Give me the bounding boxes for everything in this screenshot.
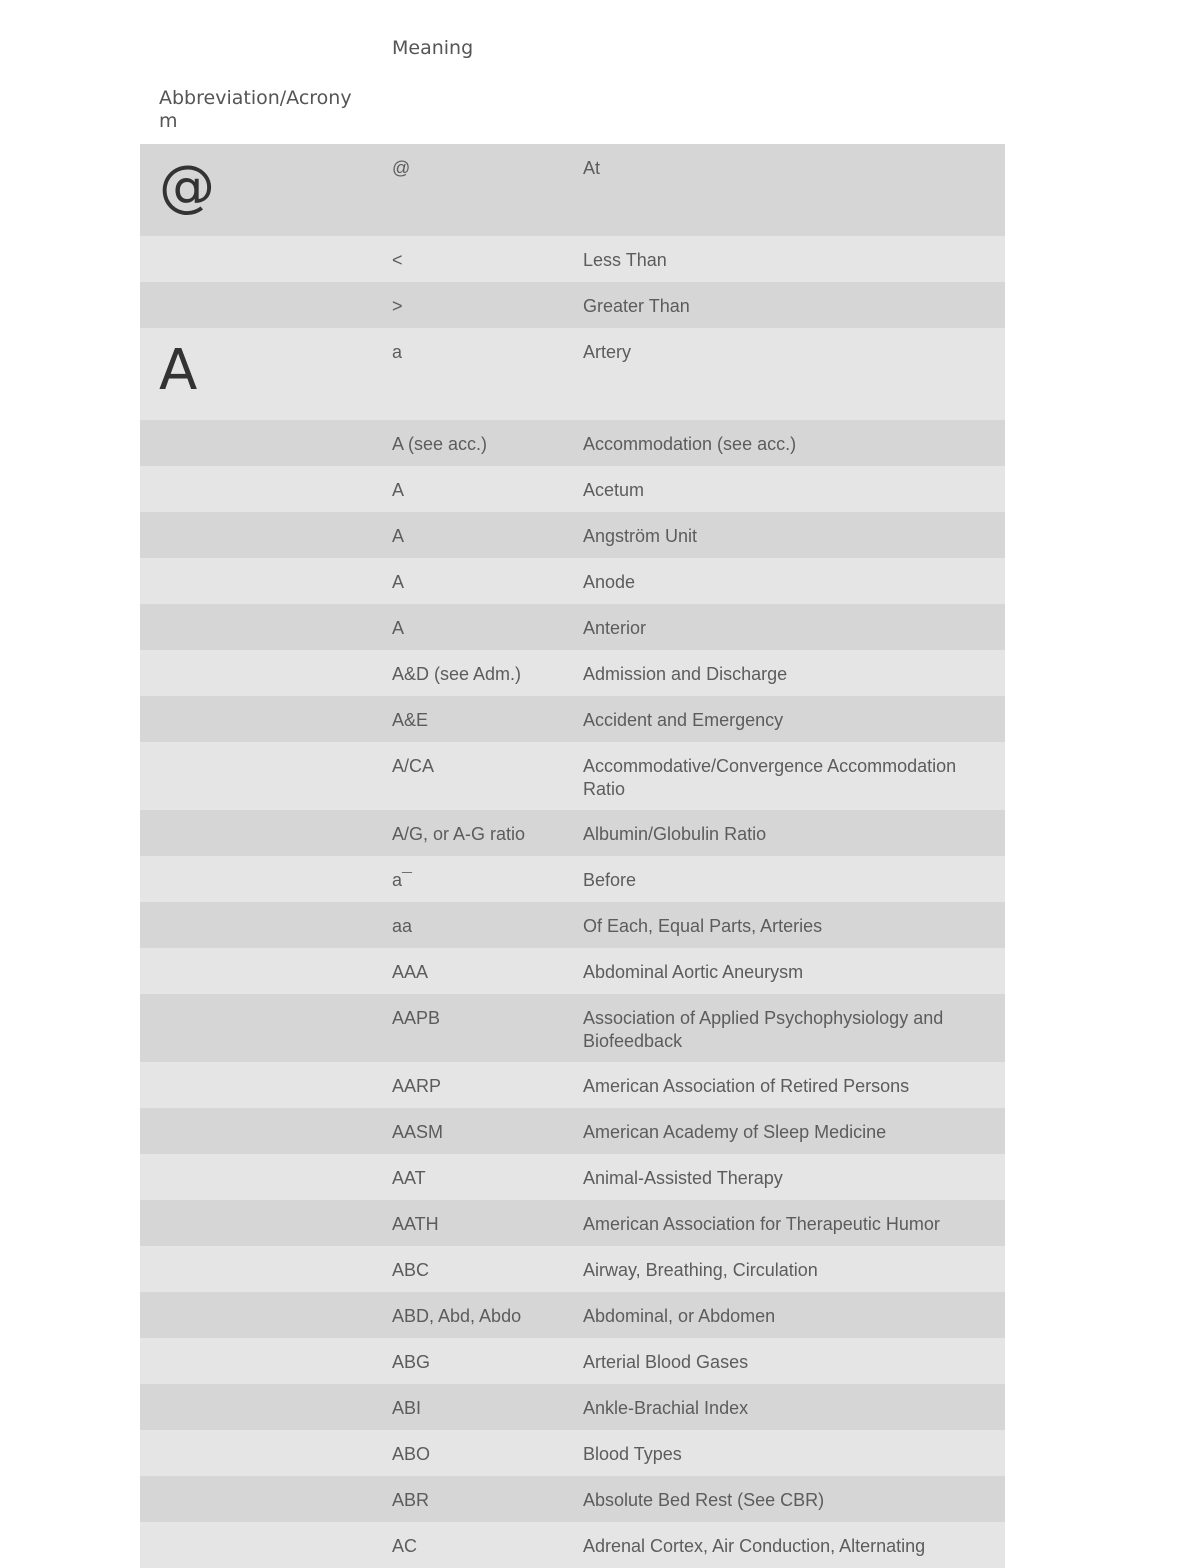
- meaning-cell: Anode: [583, 572, 636, 592]
- abbreviation-cell: A: [392, 526, 405, 546]
- table-row: [140, 282, 1005, 328]
- meaning-cell: Before: [583, 870, 637, 890]
- section-letter-cell: [140, 1121, 392, 1145]
- meaning-cell: Artery: [583, 342, 632, 362]
- table-row: [140, 1108, 1005, 1154]
- meaning-cell: American Association of Retired Persons: [583, 1076, 910, 1096]
- section-letter-cell: [140, 869, 392, 893]
- meaning-cell: Accommodative/Convergence Accommodation Ratio: [583, 756, 957, 799]
- section-letter-cell: [140, 1075, 392, 1099]
- meaning-cell: Blood Types: [583, 1444, 682, 1464]
- abbreviation-cell: @: [392, 158, 411, 178]
- table-row: [140, 420, 1005, 466]
- meaning-cell: Airway, Breathing, Circulation: [583, 1260, 818, 1280]
- meaning-cell: Less Than: [583, 250, 667, 270]
- table-row: [140, 1246, 1005, 1292]
- table-row: [140, 512, 1005, 558]
- abbreviation-table: [140, 144, 1005, 1568]
- column-header-meaning: Meaning: [392, 37, 474, 59]
- abbreviation-cell: A/G, or A-G ratio: [392, 824, 526, 844]
- meaning-cell: Admission and Discharge: [583, 664, 788, 684]
- abbreviation-cell: AASM: [392, 1122, 444, 1142]
- meaning-cell: Ankle-Brachial Index: [583, 1398, 749, 1418]
- abbreviation-cell: ABI: [392, 1398, 422, 1418]
- meaning-cell: American Academy of Sleep Medicine: [583, 1122, 887, 1142]
- meaning-cell: Association of Applied Psychophysiology and Biofeedback: [583, 1008, 944, 1051]
- table-row: [140, 1430, 1005, 1476]
- meaning-cell: American Association for Therapeutic Humor: [583, 1214, 940, 1234]
- section-letter-cell: [140, 1007, 392, 1053]
- abbreviation-cell: AAT: [392, 1168, 426, 1188]
- section-letter-cell: [140, 479, 392, 503]
- section-letter-cell: [140, 663, 392, 687]
- meaning-cell: Acetum: [583, 480, 645, 500]
- table-row: [140, 1062, 1005, 1108]
- section-letter-cell: [140, 433, 392, 457]
- abbreviation-cell: ABD, Abd, Abdo: [392, 1306, 522, 1326]
- table-row: [140, 650, 1005, 696]
- table-row: [140, 696, 1005, 742]
- section-letter-cell: [140, 961, 392, 985]
- abbreviation-cell: AARP: [392, 1076, 442, 1096]
- abbreviation-cell: AC: [392, 1536, 418, 1556]
- section-letter: A: [159, 338, 198, 403]
- abbreviation-cell: A/CA: [392, 756, 435, 776]
- table-row: [140, 902, 1005, 948]
- section-letter-cell: [140, 249, 392, 273]
- table-row: [140, 948, 1005, 994]
- abbreviation-cell: a¯: [392, 870, 412, 890]
- abbreviation-cell: a: [392, 342, 403, 362]
- table-row: [140, 856, 1005, 902]
- meaning-cell: Accommodation (see acc.): [583, 434, 797, 454]
- abbreviation-cell: aa: [392, 916, 413, 936]
- section-letter-cell: [140, 1305, 392, 1329]
- table-row: [140, 144, 1005, 236]
- section-letter-cell: [140, 525, 392, 549]
- abbreviation-cell: >: [392, 296, 403, 316]
- section-letter-cell: [140, 823, 392, 847]
- column-header-abbreviation: Abbreviation/Acronym: [159, 87, 352, 132]
- table-row: [140, 1384, 1005, 1430]
- table-row: [140, 742, 1005, 810]
- table-row: [140, 1522, 1005, 1568]
- abbreviation-cell: A (see acc.): [392, 434, 488, 454]
- meaning-cell: Accident and Emergency: [583, 710, 784, 730]
- abbreviation-cell: ABC: [392, 1260, 430, 1280]
- abbreviation-cell: ABO: [392, 1444, 431, 1464]
- meaning-cell: Abdominal Aortic Aneurysm: [583, 962, 804, 982]
- table-row: [140, 1154, 1005, 1200]
- table-row: [140, 1292, 1005, 1338]
- meaning-cell: Animal-Assisted Therapy: [583, 1168, 783, 1188]
- abbreviation-cell: ABR: [392, 1490, 430, 1510]
- meaning-cell: Arterial Blood Gases: [583, 1352, 749, 1372]
- table-row: [140, 236, 1005, 282]
- table-row: [140, 1476, 1005, 1522]
- section-letter-cell: [140, 1259, 392, 1283]
- abbreviation-cell: A: [392, 572, 405, 592]
- abbreviation-cell: A&E: [392, 710, 429, 730]
- meaning-cell: Angström Unit: [583, 526, 698, 546]
- section-letter-cell: [140, 338, 392, 411]
- table-row: [140, 1200, 1005, 1246]
- abbreviation-cell: <: [392, 250, 403, 270]
- meaning-cell: Greater Than: [583, 296, 690, 316]
- section-letter-cell: [140, 755, 392, 801]
- meaning-cell: Adrenal Cortex, Air Conduction, Alternating: [583, 1536, 926, 1556]
- meaning-cell: Absolute Bed Rest (See CBR): [583, 1490, 825, 1510]
- section-letter-cell: [140, 1397, 392, 1421]
- table-row: [140, 466, 1005, 512]
- section-letter-cell: [140, 915, 392, 939]
- section-letter-cell: [140, 709, 392, 733]
- meaning-cell: Anterior: [583, 618, 647, 638]
- abbreviation-cell: A: [392, 480, 405, 500]
- abbreviation-cell: AAA: [392, 962, 429, 982]
- meaning-cell: Albumin/Globulin Ratio: [583, 824, 767, 844]
- meaning-cell: Of Each, Equal Parts, Arteries: [583, 916, 823, 936]
- table-row: [140, 604, 1005, 650]
- section-letter-cell: [140, 1213, 392, 1237]
- abbreviation-cell: ABG: [392, 1352, 431, 1372]
- section-letter-cell: [140, 1351, 392, 1375]
- table-row: [140, 810, 1005, 856]
- abbreviation-cell: A: [392, 618, 405, 638]
- table-row: [140, 994, 1005, 1062]
- section-letter-cell: [140, 1443, 392, 1467]
- table-row: [140, 558, 1005, 604]
- meaning-cell: At: [583, 158, 601, 178]
- abbreviation-cell: A&D (see Adm.): [392, 664, 522, 684]
- section-letter-cell: [140, 1535, 392, 1559]
- abbreviation-cell: AATH: [392, 1214, 439, 1234]
- table-row: [140, 328, 1005, 420]
- section-letter: @: [159, 154, 215, 219]
- section-letter-cell: [140, 154, 392, 227]
- section-letter-cell: [140, 617, 392, 641]
- section-letter-cell: [140, 1167, 392, 1191]
- table-row: [140, 1338, 1005, 1384]
- meaning-cell: Abdominal, or Abdomen: [583, 1306, 776, 1326]
- section-letter-cell: [140, 1489, 392, 1513]
- section-letter-cell: [140, 295, 392, 319]
- abbreviation-cell: AAPB: [392, 1008, 441, 1028]
- section-letter-cell: [140, 571, 392, 595]
